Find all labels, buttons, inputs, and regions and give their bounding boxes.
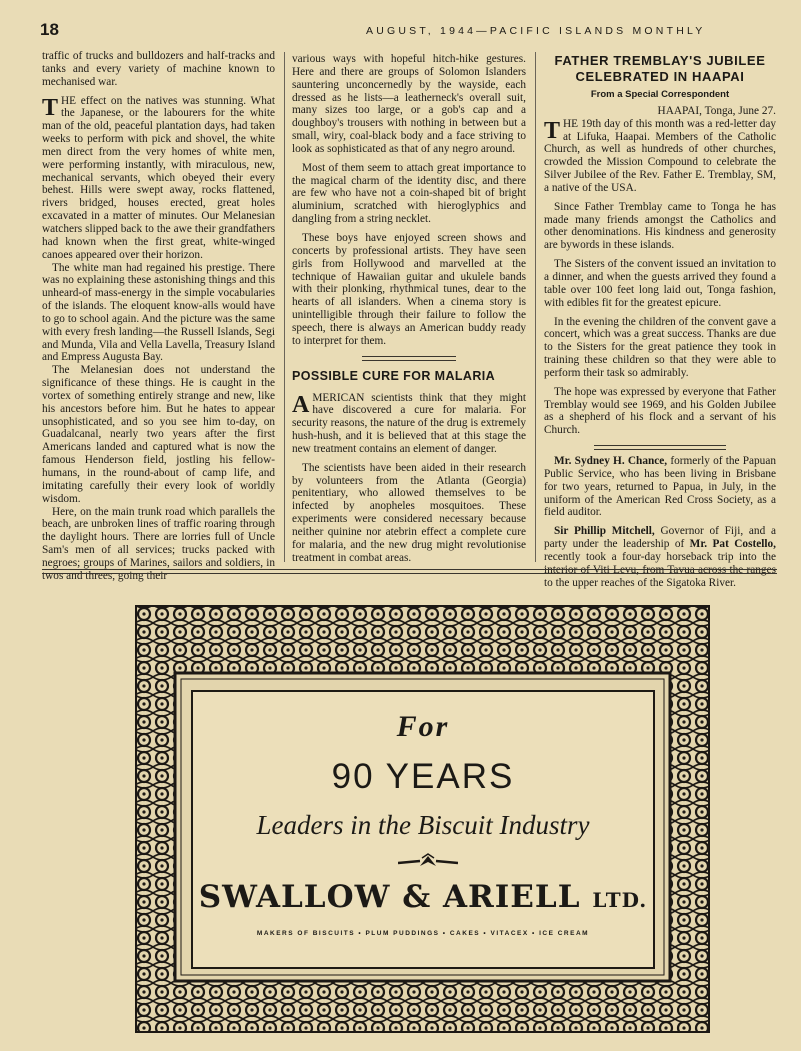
paragraph: traffic of trucks and bulldozers and half-tracks and tanks and every variety of machine known to mechanised war.: [42, 50, 275, 88]
section-rule: [292, 348, 526, 366]
paragraph: The hope was expressed by everyone that Father Tremblay would see 1969, and his Golden Jubilee as a shepherd of his flock and a servant of his Church.: [544, 385, 776, 437]
drop-cap: A: [292, 391, 310, 418]
column-divider: [284, 52, 285, 562]
paragraph: The Melanesian does not understand the significance of these things. He is caught in the vortex of something entirely strange and new, like his ancestors before him. But he hates to appear unsophisticated, and so you see him to-day, on Guadalcanal, nearly two years after the first Americans landed and captured what is now the famous Henderson field, jostling his fellow-humans, in the round-about of camp life, and imitating carefully their every look of worldly wisdom.: [42, 364, 275, 505]
article-column-1: [42, 50, 275, 583]
paragraph: THE 19th day of this month was a red-letter day at Lifuka, Haapai. Members of the Catholic Church, as well as hundreds of other churches, crowded the Mission Compound to celebrate the Silver Jubilee of the Rev. Father E. Tremblay, SM, a native of the USA.: [544, 117, 776, 194]
section-rule: [544, 437, 776, 455]
paragraph: Since Father Tremblay came to Tonga he has made many friends amongst the Catholics and other denominations. His kindness and generosity are bywords in these islands.: [544, 200, 776, 252]
article-title-jubilee: FATHER TREMBLAY'S JUBILEE CELEBRATED IN HAAPAI: [554, 53, 766, 84]
paragraph: AMERICAN scientists think that they might have discovered a cure for malaria. For security reasons, the nature of the drug is extremely hush-hush, and it is believed that at this stage the new treatment contains an element of danger.: [292, 391, 526, 455]
paragraph: In the evening the children of the convent gave a concert, which was a great success. Thanks are due to the Sisters for the great patience they took in training these children so that they were able to perform their task so admirably.: [544, 315, 776, 379]
article-title-malaria: POSSIBLE CURE FOR MALARIA: [292, 368, 496, 383]
swallow-ariell-advertisement: [135, 605, 710, 1033]
paragraph: These boys have enjoyed screen shows and concerts by professional artists. They have seen girls from Hollywood and marvelled at the technique of Hawaiian guitar and ukulele bands with their plonking, rhythmical tunes, dear to the hearts of all islanders. When a cinema story is unintelligible through their failure to follow the speech, there is always an American buddy ready to interpret for them.: [292, 231, 526, 347]
paragraph: various ways with hopeful hitch-hike gestures. Here and there are groups of Solomon Islanders sauntering unconcernedly by the wayside, each dressed as he lists—a leatherneck's overall suit, many sizes too large, or a gob's cap and a doughboy's trousers with nothing in between but a small, wiry, coal-black body and a face striving to look as sophisticated as that of any negro around.: [292, 53, 526, 155]
paragraph: The white man had regained his prestige. There was no explaining these astonishing things and this unheard-of mass-energy in the simple vocabularies of the islands. The eloquent know-alls would have to go to school again. And the picture was the same with every fresh landing—the Russell Islands, Segi and Munda, Vila and Vella Lavella, Treasury Island and Empress Augusta Bay.: [42, 261, 275, 364]
dateline: HAAPAI, Tonga, June 27.: [657, 104, 776, 117]
column-divider: [535, 52, 536, 562]
ad-panel: [191, 690, 655, 969]
running-head: AUGUST, 1944—PACIFIC ISLANDS MONTHLY: [366, 25, 706, 37]
swallow-emblem-icon: [398, 852, 458, 874]
ad-company-name: SWALLOW & ARIELL LTD.: [198, 879, 648, 915]
ad-for-script: For: [396, 710, 450, 743]
ad-tagline: Leaders in the Biscuit Industry: [256, 810, 590, 840]
article-column-3: [544, 53, 776, 590]
page-number: 18: [40, 20, 59, 39]
ad-product-line: MAKERS OF BISCUITS • PLUM PUDDINGS • CAKES • VITACEX • ICE CREAM: [256, 930, 590, 937]
section-divider: [42, 569, 777, 574]
paragraph: Here, on the main trunk road which parallels the beach, are unbroken lines of traffic roaring through the daylight hours. There are lorries full of Uncle Sam's men of all services; trucks packed with negroes; groups of Marines, sailors and soldiers, in twos and threes, going their: [42, 505, 275, 582]
news-note: Mr. Sydney H. Chance, formerly of the Papuan Public Service, who has been living in Brisbane for two years, returned to Papua, in July, in the uniform of the American Red Cross Society, as a field auditor.: [544, 455, 776, 519]
paragraph: THE effect on the natives was stunning. What the Japanese, or the labourers for the white man of the old, peaceful plantation days, had taken weeks to perform with pick and shovel, the white men direct from the very homes of white men, were performing instantly, with miraculous, new, mechanical servants, which obeyed their every behest. Hills were swept away, rocks flattened, rivers bridged, houses erected, great holes excavated in a matter of minutes. Our Melanesian watchers slipped back to the awe their grandfathers had known when the first great, white-winged canoes appeared over their horizon.: [42, 94, 275, 261]
paragraph: The Sisters of the convent issued an invitation to a dinner, and when the guests arrived they found a table over 100 feet long laid out, Tonga fashion, with edibles fit for the greatest epicure.: [544, 258, 776, 309]
paragraph: The scientists have been aided in their research by volunteers from the Atlanta (Georgia) penitentiary, who allowed themselves to be infected by anopheles mosquitoes. These experiments were considered necessary because neither quinine nor atebrin effect a complete cure for malaria, and the new drug might revolutionise treatment in combat areas.: [292, 461, 526, 564]
drop-cap: T: [544, 117, 561, 144]
news-note: Sir Phillip Mitchell, Governor of Fiji, and a party under the leadership of Mr. Pat Costello, recently took a four-day horseback trip into the interior of Viti Levu, from Tavua across the ranges to the upper reaches of the Sigatoka River.: [544, 525, 776, 589]
paragraph: Most of them seem to attach great importance to the magical charm of the identity disc, and there are few who have not a coin-shaped bit of bright aluminium, scratched with hieroglyphics and dangling from a string necklet.: [292, 161, 526, 226]
drop-cap: T: [42, 94, 59, 121]
ad-years: 90 YEARS: [331, 757, 515, 796]
article-column-2: [292, 53, 526, 565]
byline: From a Special Correspondent: [590, 89, 730, 100]
